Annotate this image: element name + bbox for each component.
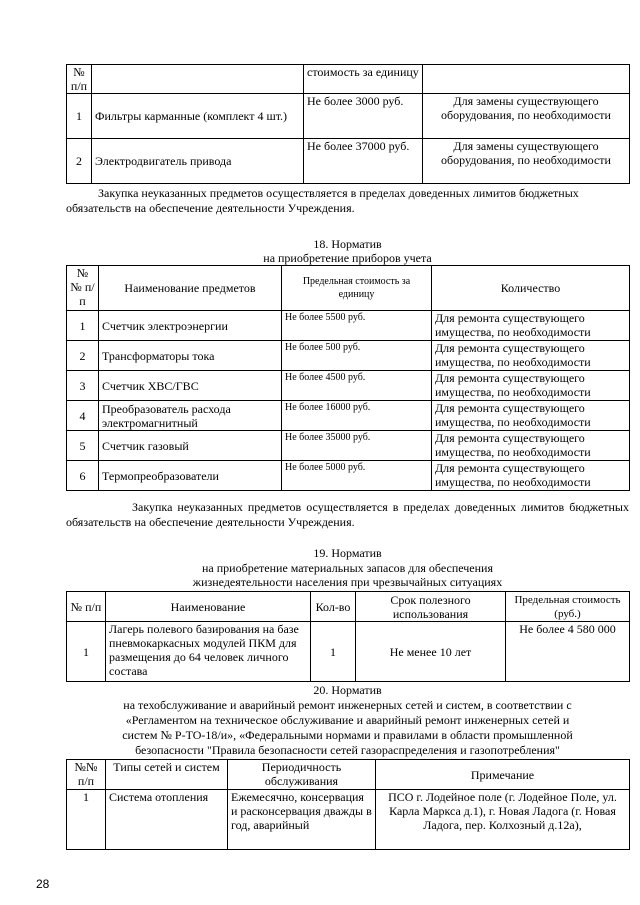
cell-qty: Для ремонта существующего имущества, по необходимости bbox=[432, 401, 630, 431]
section-19-subtitle-1: на приобретение материальных запасов для обеспечения bbox=[202, 561, 493, 575]
col-header-name: Наименование bbox=[106, 592, 311, 622]
col-header-name: Наименование предметов bbox=[99, 266, 282, 311]
col-header-num: № № п/п bbox=[67, 266, 99, 311]
table-section-18 bbox=[66, 265, 630, 491]
cell-num: 1 bbox=[67, 790, 106, 850]
cell-num: 1 bbox=[67, 94, 92, 139]
cell-name: Электродвигатель привода bbox=[92, 139, 304, 184]
col-header-period: Периодичность обслуживания bbox=[228, 760, 376, 790]
section-20-line-3: систем № Р-ТО-18/и», «Федеральными нормами и правилами в области промышленной bbox=[122, 728, 573, 742]
cell-name: Счетчик электроэнергии bbox=[99, 311, 282, 341]
section-20-title: 20. Норматив bbox=[313, 683, 382, 697]
cell-qty: Для ремонта существующего имущества, по необходимости bbox=[432, 341, 630, 371]
note-paragraph: Закупка неуказанных предметов осуществляется в пределах доведенных лимитов бюджетных обязательств на обеспечение деятельности Учреждения. bbox=[66, 186, 579, 215]
cell-name: Счетчик ХВС/ГВС bbox=[99, 371, 282, 401]
cell-cost: Не более 5500 руб. bbox=[282, 311, 432, 341]
col-header-type: Типы сетей и систем bbox=[106, 760, 228, 790]
cell-cost: Не более 4500 руб. bbox=[282, 371, 432, 401]
cell-num: 1 bbox=[67, 622, 106, 682]
cell-num: 5 bbox=[67, 431, 99, 461]
col-header-qty: Кол-во bbox=[311, 592, 356, 622]
cell-num: 2 bbox=[67, 139, 92, 184]
cell-qty: Для замены существующего оборудования, по необходимости bbox=[423, 139, 630, 184]
table-continuation bbox=[66, 64, 630, 184]
cell-num: 3 bbox=[67, 371, 99, 401]
cell-num: 1 bbox=[67, 311, 99, 341]
cell-num: 4 bbox=[67, 401, 99, 431]
cell-cost: Не более 5000 руб. bbox=[282, 461, 432, 491]
cell-qty: Для ремонта существующего имущества, по необходимости bbox=[432, 371, 630, 401]
cell-name: Термопреобразователи bbox=[99, 461, 282, 491]
page-number: 28 bbox=[36, 877, 50, 891]
section-20-line-4: безопасности "Правила безопасности сетей газораспределения и газопотребления" bbox=[135, 743, 560, 757]
col-header-num: № п/п bbox=[67, 65, 92, 94]
section-19-subtitle-2: жизнедеятельности населения при чрезвычайных ситуациях bbox=[192, 575, 503, 589]
col-header-term: Срок полезного использования bbox=[356, 592, 506, 622]
cell-num: 6 bbox=[67, 461, 99, 491]
cell-name: Преобразователь расхода электромагнитный bbox=[99, 401, 282, 431]
cell-qty: Для ремонта существующего имущества, по необходимости bbox=[432, 431, 630, 461]
col-header-cost: Предельная стоимость за единицу bbox=[282, 266, 432, 311]
col-header-name bbox=[92, 65, 304, 94]
cell-qty: Для ремонта существующего имущества, по необходимости bbox=[432, 311, 630, 341]
section-19-title: 19. Норматив bbox=[313, 546, 382, 560]
col-header-qty: Количество bbox=[432, 266, 630, 311]
note-paragraph-18: Закупка неуказанных предметов осуществляется в пределах доведенных лимитов бюджетных обязательств на обеспечение деятельности Учреждения. bbox=[66, 500, 629, 529]
col-header-note: Примечание bbox=[376, 760, 630, 790]
section-18-subtitle: на приобретение приборов учета bbox=[263, 251, 432, 265]
cell-cost: Не более 500 руб. bbox=[282, 341, 432, 371]
col-header-cost: Предельная стоимость (руб.) bbox=[506, 592, 630, 622]
section-18-title: 18. Норматив bbox=[313, 237, 382, 251]
cell-name: Фильтры карманные (комплект 4 шт.) bbox=[92, 94, 304, 139]
cell-name: Лагерь полевого базирования на базе пневмокаркасных модулей ПКМ для размещения до 64 человек личного состава bbox=[106, 622, 311, 682]
cell-cost: Не более 16000 руб. bbox=[282, 401, 432, 431]
cell-qty: Для замены существующего оборудования, по необходимости bbox=[423, 94, 630, 139]
col-header-num: №№ п/п bbox=[67, 760, 106, 790]
cell-cost: Не более 4 580 000 bbox=[506, 622, 630, 682]
table-section-20 bbox=[66, 759, 630, 850]
section-20-line-1: на техобслуживание и аварийный ремонт инженерных сетей и систем, в соответствии с bbox=[123, 698, 572, 712]
cell-name: Счетчик газовый bbox=[99, 431, 282, 461]
cell-period: Ежемесячно, консервация и расконсервация дважды в год, аварийный bbox=[228, 790, 376, 850]
cell-cost: Не более 37000 руб. bbox=[304, 139, 423, 184]
cell-qty: 1 bbox=[311, 622, 356, 682]
cell-cost: Не более 35000 руб. bbox=[282, 431, 432, 461]
col-header-num: № п/п bbox=[67, 592, 106, 622]
cell-note: ПСО г. Лодейное поле (г. Лодейное Поле, ул. Карла Маркса д.1), г. Новая Ладога (г. Новая Ладога, пер. Колхозный д.12а), bbox=[376, 790, 630, 850]
col-header-cost: стоимость за единицу bbox=[304, 65, 423, 94]
cell-type: Система отопления bbox=[106, 790, 228, 850]
section-20-line-2: «Регламентом на техническое обслуживание и аварийный ремонт инженерных сетей и bbox=[125, 713, 570, 727]
cell-num: 2 bbox=[67, 341, 99, 371]
col-header-qty bbox=[423, 65, 630, 94]
cell-qty: Для ремонта существующего имущества, по необходимости bbox=[432, 461, 630, 491]
cell-name: Трансформаторы тока bbox=[99, 341, 282, 371]
table-section-19 bbox=[66, 591, 630, 682]
cell-term: Не менее 10 лет bbox=[356, 622, 506, 682]
cell-cost: Не более 3000 руб. bbox=[304, 94, 423, 139]
